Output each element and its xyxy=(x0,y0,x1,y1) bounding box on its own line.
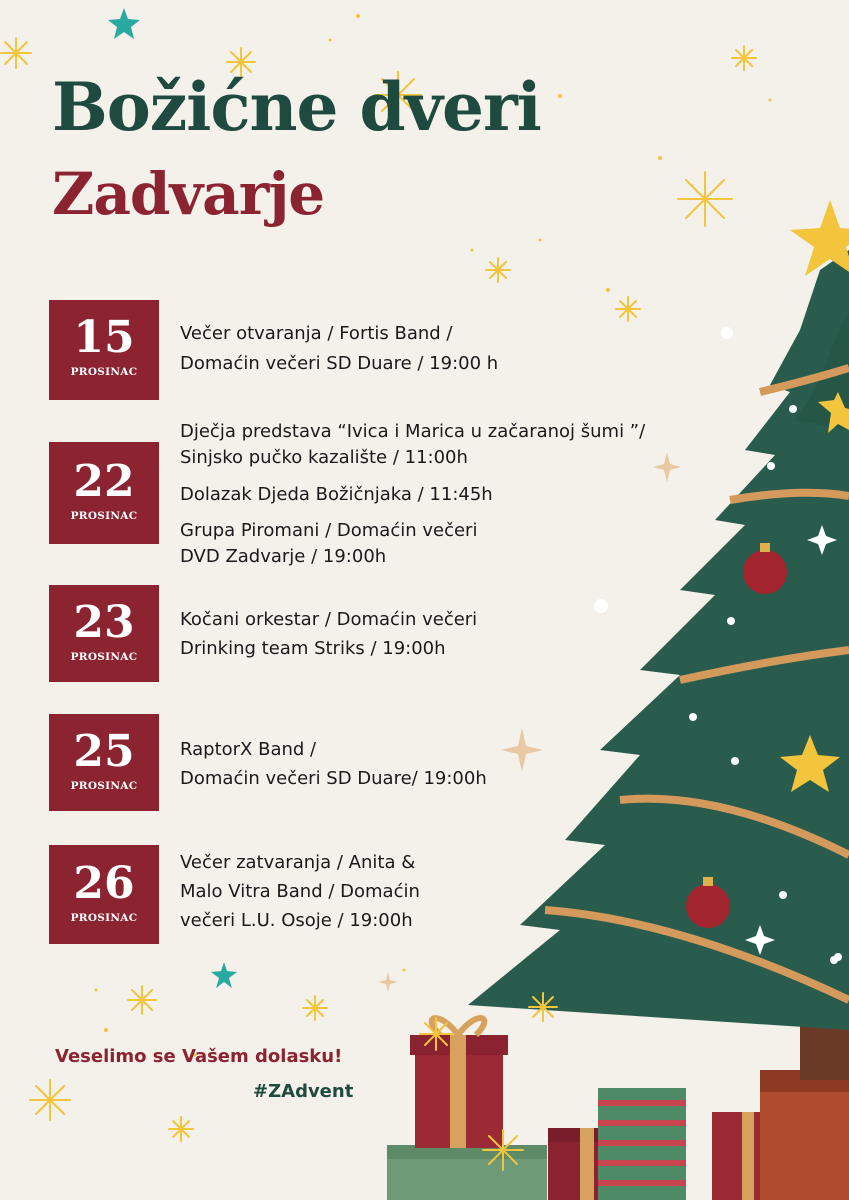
date-badge xyxy=(49,585,159,682)
date-day: 23 xyxy=(73,597,135,648)
event-line: Dolazak Djeda Božičnjaka / 11:45h xyxy=(180,484,493,505)
event-line: RaptorX Band / xyxy=(180,739,317,760)
christmas-tree xyxy=(468,250,849,1080)
footer-hashtag: #ZAdvent xyxy=(253,1081,354,1102)
gift-boxes xyxy=(387,1018,849,1200)
date-day: 26 xyxy=(73,858,135,909)
date-day: 22 xyxy=(73,456,135,507)
sparkle-icon xyxy=(501,728,543,772)
date-badge xyxy=(49,442,159,544)
event-line: Dječja predstava “Ivica i Marica u začaranoj šumi ”/ xyxy=(180,421,646,442)
event-line: Domaćin večeri SD Duare / 19:00 h xyxy=(180,353,499,374)
date-badge xyxy=(49,300,159,400)
sparkle-icon xyxy=(378,972,398,992)
event-line: Domaćin večeri SD Duare/ 19:00h xyxy=(180,768,487,789)
event-line: Sinjsko pučko kazalište / 11:00h xyxy=(180,447,468,468)
date-month: PROSINAC xyxy=(70,510,138,522)
event-line: Kočani orkestar / Domaćin večeri xyxy=(180,609,478,630)
page-subtitle: Zadvarje xyxy=(52,160,325,228)
footer-message: Veselimo se Vašem dolasku! xyxy=(55,1046,343,1067)
date-month: PROSINAC xyxy=(70,366,138,378)
star-icon xyxy=(211,962,237,988)
page-title: Božićne dveri xyxy=(52,68,541,146)
event-line: Grupa Piromani / Domaćin večeri xyxy=(180,520,478,541)
event-line: Malo Vitra Band / Domaćin xyxy=(180,881,420,902)
date-month: PROSINAC xyxy=(70,780,138,792)
event-line: Drinking team Striks / 19:00h xyxy=(180,638,446,659)
date-day: 15 xyxy=(73,312,135,363)
event-line: večeri L.U. Osoje / 19:00h xyxy=(180,910,413,931)
event-line: DVD Zadvarje / 19:00h xyxy=(180,546,387,567)
date-month: PROSINAC xyxy=(70,651,138,663)
star-icon xyxy=(108,8,140,39)
event-line: Večer zatvaranja / Anita & xyxy=(180,852,416,873)
sparkle-icon xyxy=(653,452,681,482)
date-day: 25 xyxy=(73,726,135,777)
date-badge xyxy=(49,845,159,944)
date-month: PROSINAC xyxy=(70,912,138,924)
event-line: Večer otvaranja / Fortis Band / xyxy=(180,323,453,344)
date-badge xyxy=(49,714,159,811)
